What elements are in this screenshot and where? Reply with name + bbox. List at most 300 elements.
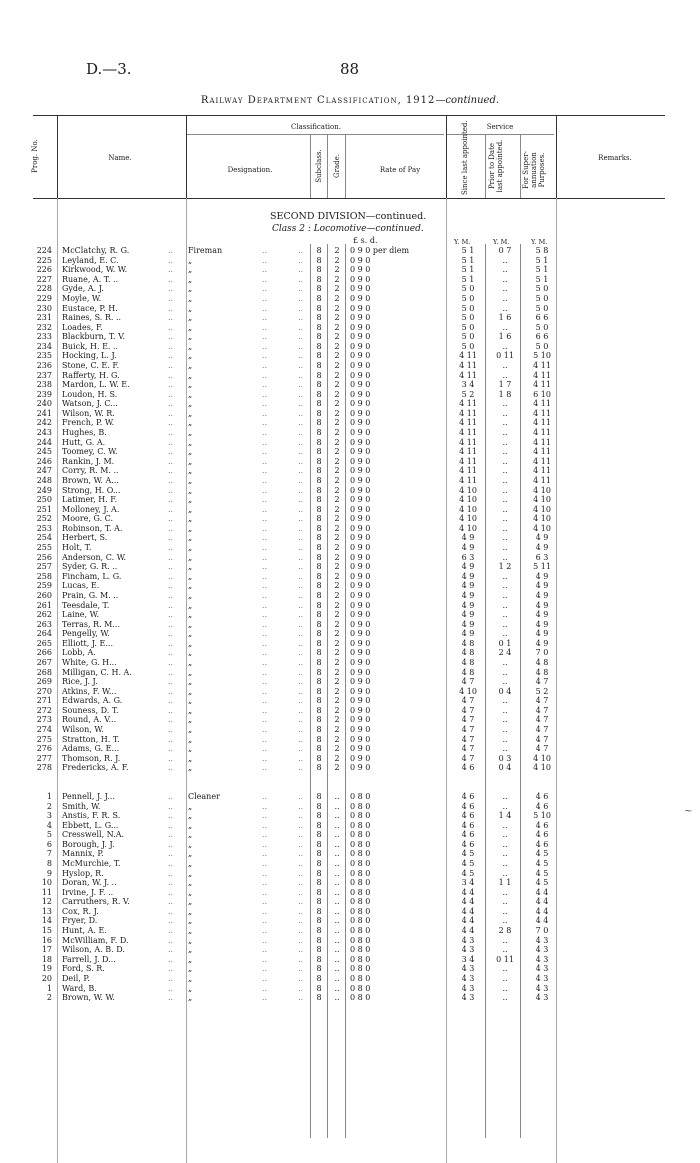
table-row: [0, 399, 700, 408]
rate-of-pay-cell: 0 9 0: [350, 629, 371, 639]
designation-cell: „: [188, 255, 193, 265]
superannuation-cell: 4 9: [535, 533, 549, 543]
table-row: [0, 581, 700, 590]
leader-dots: ..: [298, 744, 304, 754]
rate-of-pay-cell: 0 8 0: [350, 830, 371, 840]
leader-dots: ..: [262, 820, 268, 830]
leader-dots: ..: [298, 246, 304, 255]
document-reference: D.—3.: [86, 60, 132, 78]
superannuation-cell: 4 3: [535, 954, 549, 964]
subclass-cell: 8: [316, 715, 322, 725]
grade-cell: 2: [334, 638, 340, 648]
leader-dots: ..: [298, 686, 304, 696]
table-row: [0, 936, 700, 945]
since-last-cell: 4 9: [461, 619, 475, 629]
table-row: [0, 802, 700, 811]
since-last-cell: 5 1: [461, 246, 475, 255]
leader-dots: ..: [298, 791, 304, 801]
leader-dots: ..: [262, 341, 268, 351]
grade-cell: 2: [334, 265, 340, 275]
leader-dots: ..: [168, 255, 174, 265]
since-last-cell: 5 0: [461, 332, 475, 342]
designation-cell: „: [188, 993, 193, 1003]
col-header-name: Name.: [108, 154, 132, 162]
leader-dots: ..: [298, 399, 304, 409]
superannuation-cell: 4 9: [535, 571, 549, 581]
since-last-cell: 4 10: [459, 495, 477, 505]
prog-no-cell: 261: [36, 600, 52, 610]
table-row: [0, 533, 700, 542]
prog-no-cell: 252: [36, 514, 52, 524]
designation-cell: „: [188, 466, 193, 476]
prior-to-date-cell: ..: [502, 820, 508, 830]
leader-dots: ..: [168, 705, 174, 715]
rate-of-pay-cell: 0 8 0: [350, 859, 371, 868]
grade-cell: ..: [334, 791, 340, 801]
name-cell: Wilson, W. R.: [62, 408, 115, 418]
prog-no-cell: 5: [46, 830, 52, 840]
subclass-cell: 8: [316, 839, 322, 849]
superannuation-cell: 5 8: [535, 246, 549, 255]
rate-of-pay-cell: 0 9 0: [350, 485, 371, 495]
leader-dots: ..: [262, 274, 268, 284]
subclass-cell: 8: [316, 399, 322, 409]
designation-cell: „: [188, 619, 193, 629]
leader-dots: ..: [298, 600, 304, 610]
name-cell: Stone, C. E. F.: [62, 361, 120, 370]
leader-dots: ..: [168, 380, 174, 390]
leader-dots: ..: [298, 284, 304, 294]
designation-cell: „: [188, 274, 193, 284]
name-cell: Hughes, B.: [62, 428, 107, 437]
superannuation-cell: 4 7: [535, 715, 549, 725]
subclass-cell: 8: [316, 456, 322, 466]
prog-no-cell: 237: [36, 370, 52, 380]
designation-cell: „: [188, 456, 193, 466]
leader-dots: ..: [168, 945, 174, 955]
rate-of-pay-cell: 0 8 0: [350, 993, 371, 1003]
prior-to-date-cell: ..: [502, 964, 508, 974]
grade-cell: 2: [334, 466, 340, 476]
rate-of-pay-cell: 0 9 0: [350, 313, 371, 323]
superannuation-cell: 5 1: [535, 274, 549, 284]
table-row: [0, 916, 700, 925]
designation-cell: „: [188, 849, 193, 859]
grade-cell: 2: [334, 322, 340, 332]
leader-dots: ..: [298, 265, 304, 275]
grade-cell: 2: [334, 456, 340, 466]
leader-dots: ..: [262, 868, 268, 878]
table-row: [0, 495, 700, 504]
rate-of-pay-cell: 0 8 0: [350, 954, 371, 964]
table-row: [0, 457, 700, 466]
table-row: [0, 418, 700, 427]
subclass-cell: 8: [316, 849, 322, 859]
prior-to-date-cell: ..: [502, 303, 508, 313]
subclass-cell: 8: [316, 284, 322, 294]
grade-cell: 2: [334, 696, 340, 706]
prog-no-cell: 242: [36, 418, 52, 428]
superannuation-cell: 4 7: [535, 734, 549, 744]
since-last-cell: 4 6: [461, 839, 475, 849]
name-cell: Adams, G. E...: [62, 744, 120, 754]
since-last-cell: 5 2: [461, 389, 475, 399]
name-cell: Terras, R. M...: [62, 619, 120, 629]
prog-no-cell: 262: [36, 610, 52, 619]
rate-of-pay-cell: 0 9 0: [350, 543, 371, 552]
leader-dots: ..: [168, 849, 174, 859]
table-row: [0, 897, 700, 906]
leader-dots: ..: [298, 610, 304, 619]
subclass-cell: 8: [316, 437, 322, 447]
name-cell: Moore, G. C.: [62, 514, 114, 524]
table-row: [0, 763, 700, 772]
subclass-cell: 8: [316, 600, 322, 610]
leader-dots: ..: [262, 418, 268, 428]
subclass-cell: 8: [316, 428, 322, 437]
leader-dots: ..: [262, 744, 268, 754]
margin-mark: ~: [684, 806, 693, 817]
subclass-cell: 8: [316, 945, 322, 955]
since-last-cell: 4 9: [461, 562, 475, 572]
grade-cell: 2: [334, 734, 340, 744]
prior-to-date-cell: ..: [502, 284, 508, 294]
superannuation-cell: 4 9: [535, 600, 549, 610]
rate-of-pay-cell: 0 9 0: [350, 466, 371, 476]
subclass-cell: 8: [316, 447, 322, 457]
table-row: [0, 668, 700, 677]
prog-no-cell: 267: [36, 657, 52, 667]
designation-cell: „: [188, 887, 193, 897]
table-row: [0, 658, 700, 667]
prog-no-cell: 235: [36, 351, 52, 361]
since-last-cell: 4 8: [461, 667, 475, 677]
prior-to-date-cell: ..: [502, 533, 508, 543]
rate-of-pay-cell: 0 9 0: [350, 265, 371, 275]
leader-dots: ..: [298, 332, 304, 342]
grade-cell: ..: [334, 887, 340, 897]
table-row: [0, 447, 700, 456]
leader-dots: ..: [168, 696, 174, 706]
prog-no-cell: 15: [41, 926, 52, 935]
superannuation-cell: 4 10: [533, 523, 551, 533]
superannuation-cell: 4 4: [535, 916, 549, 926]
prior-to-date-cell: ..: [502, 801, 508, 811]
leader-dots: ..: [262, 600, 268, 610]
leader-dots: ..: [298, 763, 304, 773]
grade-cell: 2: [334, 571, 340, 581]
leader-dots: ..: [168, 466, 174, 476]
name-cell: Brown, W. W.: [62, 993, 115, 1003]
designation-cell: „: [188, 753, 193, 763]
leader-dots: ..: [168, 456, 174, 466]
subclass-cell: 8: [316, 619, 322, 629]
prog-no-cell: 229: [36, 293, 52, 303]
prior-to-date-cell: ..: [502, 552, 508, 562]
grade-cell: 2: [334, 590, 340, 600]
subclass-cell: 8: [316, 830, 322, 840]
prog-no-cell: 254: [36, 533, 52, 543]
leader-dots: ..: [298, 447, 304, 457]
name-cell: French, P. W.: [62, 418, 115, 428]
leader-dots: ..: [262, 495, 268, 505]
subclass-cell: 8: [316, 629, 322, 639]
name-cell: Loudon, H. S.: [62, 389, 118, 399]
prog-no-cell: 271: [36, 696, 52, 706]
leader-dots: ..: [168, 648, 174, 658]
superannuation-cell: 4 11: [533, 408, 551, 418]
superannuation-cell: 4 8: [535, 657, 549, 667]
name-cell: Syder, G. R. ..: [62, 562, 118, 572]
table-row: [0, 754, 700, 763]
name-cell: Deil, P.: [62, 973, 90, 983]
designation-cell: „: [188, 935, 193, 945]
grade-cell: 2: [334, 274, 340, 284]
grade-cell: 2: [334, 246, 340, 255]
prog-no-cell: 18: [41, 954, 52, 964]
leader-dots: ..: [168, 686, 174, 696]
subclass-cell: 8: [316, 753, 322, 763]
subclass-cell: 8: [316, 820, 322, 830]
leader-dots: ..: [262, 399, 268, 409]
designation-cell: „: [188, 562, 193, 572]
since-last-cell: 4 4: [461, 897, 475, 907]
name-cell: Raines, S. R. ..: [62, 313, 122, 323]
class-subheading: Class 2 : Locomotive—continued.: [272, 224, 424, 234]
subclass-cell: 8: [316, 571, 322, 581]
table-row: [0, 888, 700, 897]
designation-cell: „: [188, 408, 193, 418]
rate-of-pay-cell: 0 9 0: [350, 600, 371, 610]
leader-dots: ..: [262, 543, 268, 552]
since-last-cell: 5 0: [461, 284, 475, 294]
leader-dots: ..: [168, 303, 174, 313]
since-last-cell: 5 1: [461, 255, 475, 265]
designation-cell: „: [188, 878, 193, 888]
prog-no-cell: 275: [36, 734, 52, 744]
prior-to-date-cell: ..: [502, 610, 508, 619]
grade-cell: 2: [334, 744, 340, 754]
leader-dots: ..: [168, 543, 174, 552]
superannuation-cell: 5 0: [535, 322, 549, 332]
leader-dots: ..: [298, 514, 304, 524]
superannuation-cell: 4 10: [533, 514, 551, 524]
grade-cell: 2: [334, 447, 340, 457]
table-row: [0, 591, 700, 600]
col-header-service: Service: [486, 123, 514, 131]
since-last-cell: 4 7: [461, 744, 475, 754]
name-cell: Herbert, S.: [62, 533, 108, 543]
rate-of-pay-cell: 0 9 0: [350, 696, 371, 706]
prior-to-date-cell: 1 6: [498, 313, 512, 323]
designation-cell: „: [188, 839, 193, 849]
subclass-cell: 8: [316, 543, 322, 552]
name-cell: Milligan, C. H. A.: [62, 667, 132, 677]
leader-dots: ..: [168, 408, 174, 418]
leader-dots: ..: [168, 389, 174, 399]
rate-of-pay-cell: 0 8 0: [350, 964, 371, 974]
leader-dots: ..: [168, 859, 174, 868]
prog-no-cell: 251: [36, 504, 52, 514]
leader-dots: ..: [262, 926, 268, 935]
prog-no-cell: 270: [36, 686, 52, 696]
subclass-cell: 8: [316, 973, 322, 983]
since-last-cell: 5 0: [461, 293, 475, 303]
prog-no-cell: 248: [36, 475, 52, 485]
designation-cell: „: [188, 945, 193, 955]
table-row: [0, 639, 700, 648]
prior-to-date-cell: 2 4: [498, 648, 512, 658]
designation-cell: „: [188, 820, 193, 830]
table-row: [0, 715, 700, 724]
leader-dots: ..: [262, 619, 268, 629]
designation-cell: „: [188, 906, 193, 916]
table-row: [0, 275, 700, 284]
table-row: [0, 993, 700, 1002]
leader-dots: ..: [262, 734, 268, 744]
leader-dots: ..: [298, 581, 304, 591]
subclass-cell: 8: [316, 523, 322, 533]
prior-to-date-cell: 1 8: [498, 389, 512, 399]
prog-no-cell: 268: [36, 667, 52, 677]
designation-cell: Fireman: [188, 246, 223, 255]
table-row: [0, 878, 700, 887]
grade-cell: ..: [334, 878, 340, 888]
superannuation-cell: 4 4: [535, 897, 549, 907]
since-last-cell: 4 9: [461, 600, 475, 610]
superannuation-cell: 6 6: [535, 313, 549, 323]
leader-dots: ..: [298, 897, 304, 907]
since-last-cell: 4 3: [461, 945, 475, 955]
prior-to-date-cell: ..: [502, 504, 508, 514]
prior-to-date-cell: ..: [502, 734, 508, 744]
table-row: [0, 265, 700, 274]
prog-no-cell: 253: [36, 523, 52, 533]
since-last-cell: 4 10: [459, 485, 477, 495]
leader-dots: ..: [262, 839, 268, 849]
subclass-cell: 8: [316, 791, 322, 801]
since-last-cell: 4 3: [461, 973, 475, 983]
prior-to-date-cell: 2 8: [498, 926, 512, 935]
prog-no-cell: 255: [36, 543, 52, 552]
subclass-cell: 8: [316, 935, 322, 945]
prior-to-date-cell: 0 3: [498, 753, 512, 763]
designation-cell: „: [188, 389, 193, 399]
leader-dots: ..: [168, 887, 174, 897]
grade-cell: 2: [334, 389, 340, 399]
rate-of-pay-cell: 0 9 0: [350, 744, 371, 754]
leader-dots: ..: [168, 820, 174, 830]
prog-no-cell: 241: [36, 408, 52, 418]
rate-of-pay-cell: 0 9 0: [350, 322, 371, 332]
designation-cell: „: [188, 495, 193, 505]
table-row: [0, 351, 700, 360]
prior-to-date-cell: ..: [502, 667, 508, 677]
table-row: [0, 926, 700, 935]
table-row: [0, 830, 700, 839]
grade-cell: 2: [334, 600, 340, 610]
prior-to-date-cell: 1 4: [498, 811, 512, 821]
since-last-cell: 4 4: [461, 926, 475, 935]
subclass-cell: 8: [316, 696, 322, 706]
prior-to-date-cell: ..: [502, 456, 508, 466]
prog-no-cell: 1: [46, 983, 52, 993]
prior-to-date-cell: ..: [502, 983, 508, 993]
leader-dots: ..: [298, 811, 304, 821]
leader-dots: ..: [298, 533, 304, 543]
grade-cell: 2: [334, 284, 340, 294]
grade-cell: ..: [334, 983, 340, 993]
superannuation-cell: 4 11: [533, 437, 551, 447]
leader-dots: ..: [262, 265, 268, 275]
leader-dots: ..: [168, 533, 174, 543]
superannuation-cell: 4 11: [533, 361, 551, 370]
superannuation-cell: 4 11: [533, 456, 551, 466]
superannuation-cell: 4 3: [535, 945, 549, 955]
since-last-cell: 4 7: [461, 677, 475, 687]
subclass-cell: 8: [316, 581, 322, 591]
table-row: [0, 859, 700, 868]
designation-cell: „: [188, 533, 193, 543]
prior-to-date-cell: ..: [502, 495, 508, 505]
rate-of-pay-cell: 0 9 0: [350, 562, 371, 572]
grade-cell: 2: [334, 619, 340, 629]
leader-dots: ..: [262, 581, 268, 591]
leader-dots: ..: [262, 954, 268, 964]
prog-no-cell: 264: [36, 629, 52, 639]
prior-to-date-cell: ..: [502, 370, 508, 380]
prior-to-date-cell: ..: [502, 897, 508, 907]
grade-cell: 2: [334, 504, 340, 514]
prior-to-date-cell: ..: [502, 945, 508, 955]
prog-no-cell: 258: [36, 571, 52, 581]
rate-of-pay-cell: 0 9 0: [350, 753, 371, 763]
prior-to-date-cell: 0 1: [498, 638, 512, 648]
since-last-cell: 4 11: [459, 437, 477, 447]
designation-cell: „: [188, 543, 193, 552]
prior-to-date-cell: ..: [502, 466, 508, 476]
subclass-cell: 8: [316, 734, 322, 744]
name-cell: McMurchie, T.: [62, 859, 121, 868]
prog-no-cell: 17: [41, 945, 52, 955]
table-row: [0, 438, 700, 447]
designation-cell: „: [188, 686, 193, 696]
rate-of-pay-cell: 0 9 0: [350, 552, 371, 562]
grade-cell: 2: [334, 648, 340, 658]
leader-dots: ..: [168, 878, 174, 888]
since-last-cell: 4 11: [459, 418, 477, 428]
leader-dots: ..: [262, 284, 268, 294]
name-cell: Leyland, E. C.: [62, 255, 119, 265]
name-cell: Lobb, A.: [62, 648, 96, 658]
leader-dots: ..: [262, 973, 268, 983]
leader-dots: ..: [262, 830, 268, 840]
rate-of-pay-cell: 0 9 0: [350, 475, 371, 485]
rate-of-pay-cell: 0 9 0: [350, 734, 371, 744]
subclass-cell: 8: [316, 725, 322, 734]
rate-of-pay-cell: 0 8 0: [350, 916, 371, 926]
prog-no-cell: 19: [41, 964, 52, 974]
leader-dots: ..: [262, 686, 268, 696]
subclass-cell: 8: [316, 485, 322, 495]
prog-no-cell: 259: [36, 581, 52, 591]
leader-dots: ..: [298, 868, 304, 878]
name-cell: Teesdale, T.: [62, 600, 110, 610]
since-last-cell: 4 6: [461, 820, 475, 830]
prior-to-date-cell: 0 11: [496, 954, 514, 964]
name-cell: Souness, D. T.: [62, 705, 119, 715]
superannuation-cell: 4 10: [533, 485, 551, 495]
